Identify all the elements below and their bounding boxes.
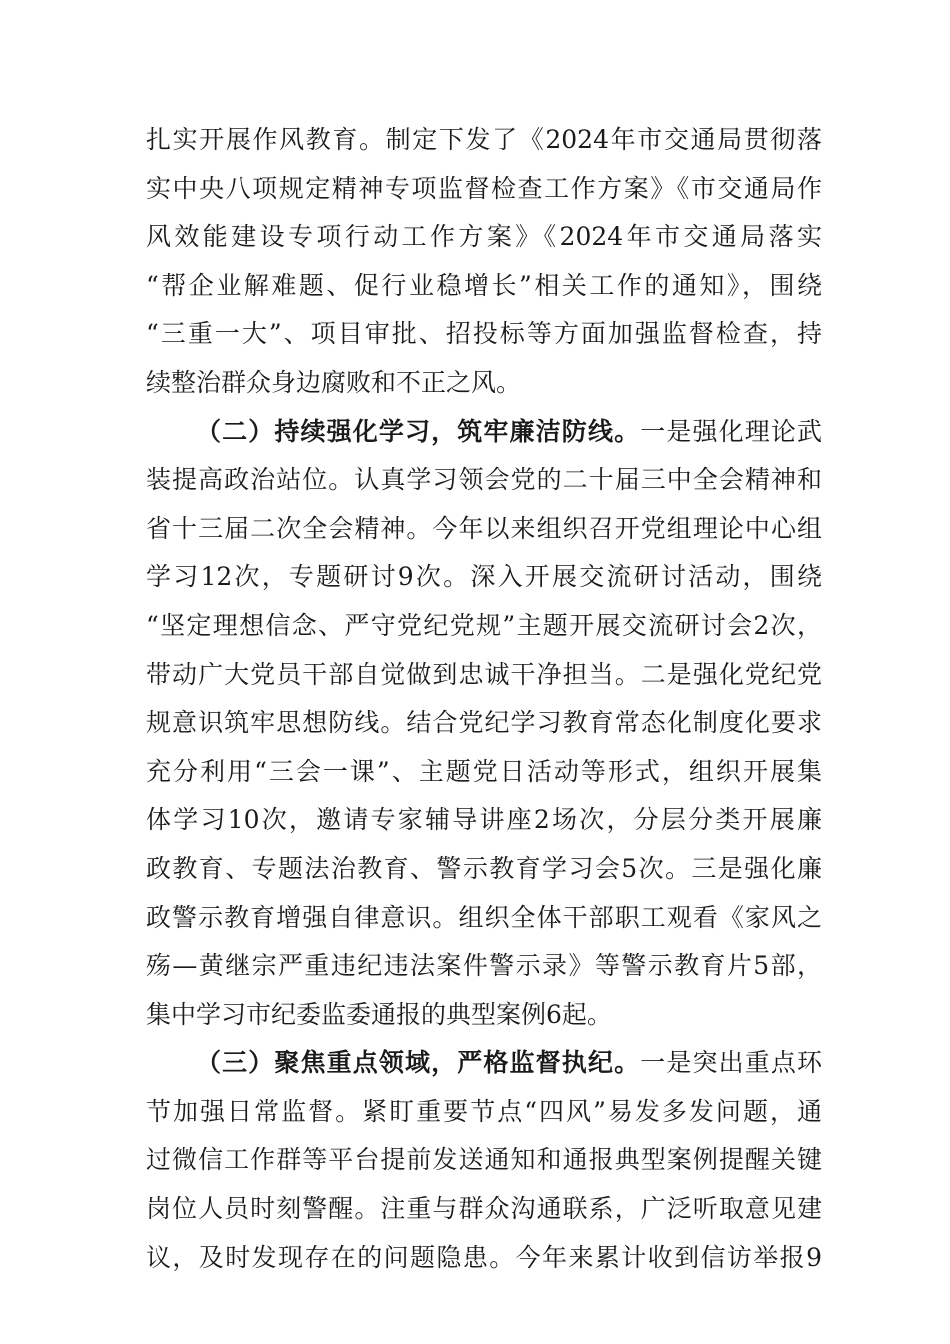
text-line: 学习12次，专题研讨9次。深入开展交流研讨活动，围绕 <box>146 562 822 592</box>
text-line: 风效能建设专项行动工作方案》《2024年市交通局落实 <box>146 222 822 252</box>
document-body <box>146 116 822 1282</box>
text-line: “坚定理想信念、严守党纪党规”主题开展交流研讨会2次， <box>146 610 822 640</box>
text-line: 扎实开展作风教育。制定下发了《2024年市交通局贯彻落 <box>146 125 822 154</box>
text-span: 一是强化理论武 <box>640 416 822 446</box>
text-line: 带动广大党员干部自觉做到忠诚干净担当。二是强化党纪党 <box>146 659 822 689</box>
text-line: 体学习10次，邀请专家辅导讲座2场次，分层分类开展廉 <box>146 805 822 835</box>
text-line: “三重一大”、项目审批、招投标等方面加强监督检查，持 <box>146 319 822 349</box>
text-line: 规意识筑牢思想防线。结合党纪学习教育常态化制度化要求 <box>146 708 822 738</box>
text-line: 节加强日常监督。紧盯重要节点“四风”易发多发问题，通 <box>146 1096 822 1126</box>
section-heading: （三）聚焦重点领域，严格监督执纪。 <box>196 1048 641 1078</box>
text-line: 续整治群众身边腐败和不正之风。 <box>146 367 522 397</box>
text-line: 充分利用“三会一课”、主题党日活动等形式，组织开展集 <box>146 756 822 786</box>
text-line: 省十三届二次全会精神。今年以来组织召开党组理论中心组 <box>146 513 822 543</box>
paragraph-strengthen-study <box>146 408 822 1040</box>
text-line: 过微信工作群等平台提前发送通知和通报典型案例提醒关键 <box>146 1145 822 1175</box>
text-line: 殇—黄继宗严重违纪违法案件警示录》等警示教育片5部， <box>146 951 822 981</box>
paragraph-key-areas-supervision <box>146 1039 822 1282</box>
section-heading: （二）持续强化学习，筑牢廉洁防线。 <box>196 416 641 446</box>
text-line: 实中央八项规定精神专项监督检查工作方案》《市交通局作 <box>146 173 822 203</box>
text-line: 政教育、专题法治教育、警示教育学习会5次。三是强化廉 <box>146 853 822 883</box>
text-line: 岗位人员时刻警醒。注重与群众沟通联系，广泛听取意见建 <box>146 1194 822 1224</box>
text-line: “帮企业解难题、促行业稳增长”相关工作的通知》，围绕 <box>146 270 822 300</box>
paragraph-first-line <box>146 1039 822 1088</box>
text-line: 议，及时发现存在的问题隐患。今年来累计收到信访举报9 <box>146 1242 822 1272</box>
text-line: 集中学习市纪委监委通报的典型案例6起。 <box>146 999 612 1029</box>
text-line: 装提高政治站位。认真学习领会党的二十届三中全会精神和 <box>146 465 822 495</box>
paragraph-first-line <box>146 408 822 457</box>
text-line: 政警示教育增强自律意识。组织全体干部职工观看《家风之 <box>146 902 822 932</box>
paragraph-work-style-education <box>146 116 822 408</box>
text-span: 一是突出重点环 <box>640 1048 822 1078</box>
